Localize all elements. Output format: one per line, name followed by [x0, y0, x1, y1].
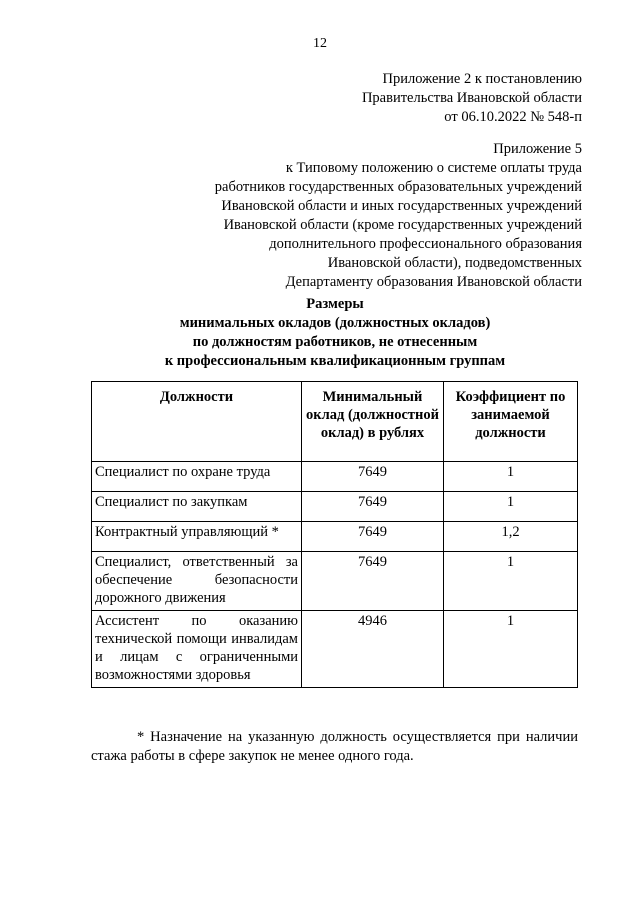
table-row — [92, 522, 578, 552]
table-row — [92, 492, 578, 522]
appendix-secondary-line: Департаменту образования Ивановской области — [285, 274, 582, 290]
cell-position: Специалист, ответственный за обеспечение безопасности дорожного движения — [92, 552, 302, 611]
appendix-secondary-line: Приложение 5 — [493, 141, 582, 157]
cell-salary: 7649 — [302, 522, 444, 552]
appendix-secondary-line: дополнительного профессионального образования — [269, 236, 582, 252]
title-line: Размеры — [306, 296, 364, 312]
appendix-secondary-line: к Типовому положению о системе оплаты труда — [285, 160, 582, 176]
appendix-secondary-line: Ивановской области и иных государственных учреждений — [221, 198, 582, 214]
cell-position: Специалист по охране труда — [92, 462, 302, 492]
title-line: к профессиональным квалификационным группам — [164, 353, 506, 369]
table-row — [92, 611, 578, 688]
appendix-secondary-line: Ивановской области), подведомственных — [327, 255, 582, 271]
cell-salary: 7649 — [302, 552, 444, 611]
appendix-primary-line: Приложение 2 к постановлению — [382, 71, 582, 87]
page-number: 12 — [313, 36, 327, 51]
cell-position: Специалист по закупкам — [92, 492, 302, 522]
header-coefficient: Коэффициент по занимаемой должности — [444, 382, 578, 462]
cell-position: Ассистент по оказанию технической помощи инвалидам и лицам с ограниченными возможностями здоровья — [92, 611, 302, 688]
footnote: * Назначение на указанную должность осуществляется при наличии стажа работы в сфере закупок не менее одного года. — [91, 729, 578, 764]
title-line: минимальных окладов (должностных окладов) — [179, 315, 491, 331]
cell-position: Контрактный управляющий * — [92, 522, 302, 552]
cell-salary: 4946 — [302, 611, 444, 688]
header-position: Должности — [92, 382, 302, 462]
cell-salary: 7649 — [302, 462, 444, 492]
appendix-primary — [362, 70, 582, 127]
header-salary: Минимальный оклад (должностной оклад) в рублях — [302, 382, 444, 462]
title-line: по должностям работников, не отнесенным — [192, 334, 478, 350]
appendix-secondary-line: Ивановской области (кроме государственных учреждений — [223, 217, 582, 233]
cell-coefficient: 1 — [444, 552, 578, 611]
cell-salary: 7649 — [302, 492, 444, 522]
appendix-secondary-line: работников государственных образовательных учреждений — [214, 179, 582, 195]
cell-coefficient: 1 — [444, 611, 578, 688]
appendix-primary-line: от 06.10.2022 № 548-п — [444, 109, 582, 125]
cell-coefficient: 1,2 — [444, 522, 578, 552]
cell-coefficient: 1 — [444, 462, 578, 492]
cell-coefficient: 1 — [444, 492, 578, 522]
table-header-row — [92, 382, 578, 462]
salary-table — [91, 381, 578, 688]
appendix-primary-line: Правительства Ивановской области — [361, 90, 582, 106]
document-title — [0, 295, 640, 371]
table-row — [92, 552, 578, 611]
appendix-secondary — [215, 140, 582, 292]
table-row — [92, 462, 578, 492]
